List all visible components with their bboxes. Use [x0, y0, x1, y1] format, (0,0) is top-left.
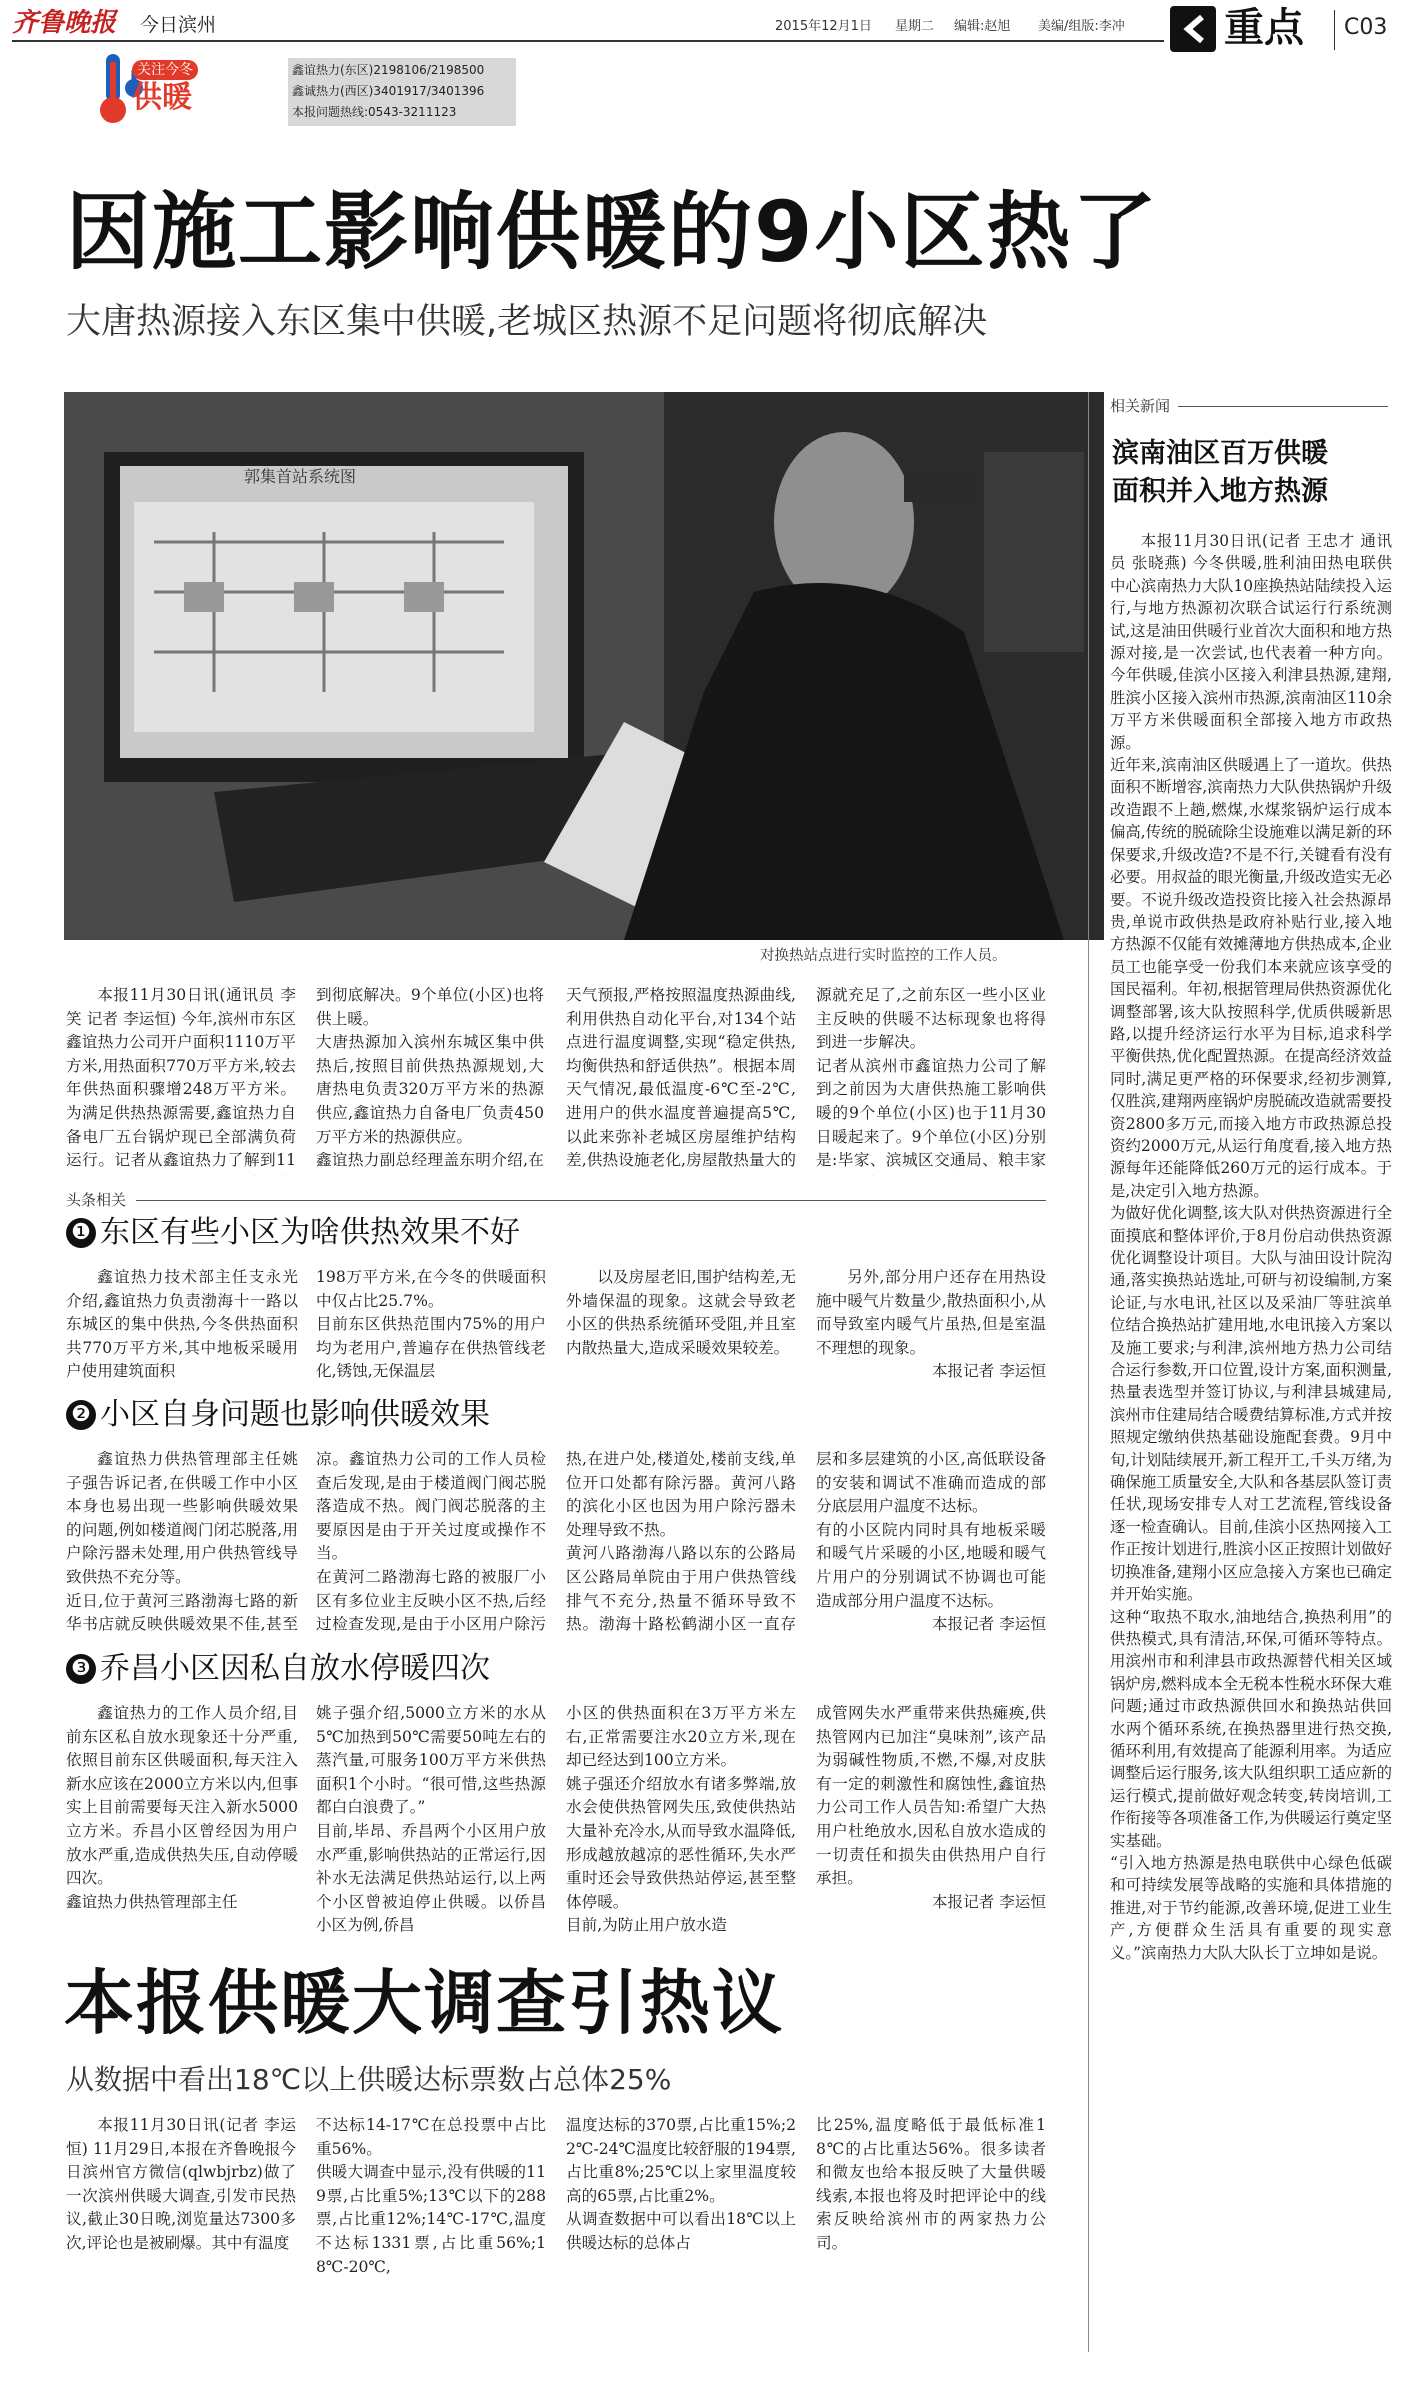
page-editor: 编辑:赵旭	[954, 19, 1011, 34]
hotline-row	[292, 102, 456, 123]
subsection-number: ❸	[66, 1654, 96, 1684]
main-story-text: 天气预报,严格按照温度热源曲线,利用供热自动化平台,对134个站点进行温度调整,实现“稳定供热,均衡供热和舒适供热”。根据本周天气情况,最低温度-6℃至-2℃,进用户的供水温度普遍提高5℃,以此来弥补老城区房屋维护结构差,供热设施老化,房屋散热量大的	[566, 986, 796, 1170]
hotline-box	[288, 58, 516, 126]
subsection-title: 小区自身问题也影响供暖效果	[100, 1397, 490, 1432]
subsection-number: ❶	[66, 1218, 96, 1248]
subsection-text: 198万平方米,在今冬的供暖面积中仅占比25.7%。 目前东区供热范围内75%的用户均为老用户,普遍存在供热管线老化,锈蚀,无保温层	[316, 1268, 546, 1381]
paper-logo: 齐鲁晚报	[12, 8, 117, 38]
sidebar-text: 本报11月30日讯(记者 王忠才 通讯员 张晓燕) 今冬供暖,胜利油田热电联供中心滨南热力大队10座换热站陆续投入运行,与地方热源初次联合试运行行系统测试,这是油田供暖行业首次大面积和地方热源对接,是一次尝试,也代表着一种方向。今年供暖,佳滨小区接入利津县热源,建翔,胜滨小区接入滨州市热源,滨南油区110余万平方米供暖面积全部接入地方市政热源。 近年来,滨南油区供暖遇上了一道坎。供热面积不断增容,滨南热力大队供热锅炉升级改造跟不上趟,燃煤,水煤浆锅炉运行成本偏高,传统的脱硫除尘设施难以满足新的环保要求,升级改造?不是不行,关键看有没有必要。用叔益的眼光衡量,升级改造实无必要。不说升级改造投资比接入社会热源昂贵,单说市政供热是政府补贴行业,接入地方热源不仅能有效摊薄地方供热成本,企业员工也能享受一份我们本来就应该享受的国民福利。年初,根据管理局供热资源优化调整部署,该大队按照科学,优质供暖新思路,以提升经济运行水平为目标,追求科学平衡供热,优化配置热源。在提高经济效益同时,满足更严格的环保要求,经初步测算,仅胜滨,建翔两座锅炉房脱硫改造就需要投资2800多万元,而接入地方市政热源总投资约2000万元,从运行角度看,接入地方热源每年还能降低260万元的运行成本。于是,决定引入地方热源。 为做好优化调整,该大队对供热资源进行全面摸底和整体评价,于8月份启动供热资源优化调整设计项目。大队与油田设计院沟通,落实换热站选址,可研与初设编制,方案论证,与水电讯,社区以及采油厂等驻滨单位结合换热站扩建用地,水电讯接入方案以及施工要求;与利津,滨州地方热力公司结合运行参数,开口位置,设计方案,面积测量,热量表选型并签订协议,与利津县城建局,滨州市住建局结合暖费结算标准,方式并按照规定缴纳供热基础设施配套费。9月中旬,计划陆续展开,新工程开工,千头万绪,为确保施工质量安全,大队和各基层队签订责任状,现场安排专人对工艺流程,管线设备逐一检查确认。目前,佳滨小区热网接入工作正按计划进行,胜滨小区正按照计划做好切换准备,建翔小区应急接入方案也已确定并开始实施。 这种“取热不取水,油地结合,换热利用”的供热模式,具有清洁,环保,可循环等特点。用滨州市和利津县市政热源替代相关区域锅炉房,燃料成本全无税本性税水环保大难问题;通过市政热源供回水和换热站供回水两个循环系统,在换热器里进行热交换,循环利用,有效提高了能源利用率。为适应调整后运行服务,该大队组织职工适应新的运行模式,提前做好观念转变,转岗培训,工作衔接等各项准备工作,为供暖运行奠定坚实基础。 “引入地方热源是热电联供中心绿色低碳和可持续发展等战略的实施和具体措施的推进,对于节约能源,改善环境,促进工业生产,方便群众生活具有重要的现实意义。”滨南热力大队大队长丁立坤如是说。	[1110, 532, 1392, 1962]
sidebar-headline-line-1: 滨南油区百万供暖	[1112, 438, 1328, 469]
byline: 本报记者 李运恒	[931, 1362, 1046, 1381]
subsection-text: 热,在进户处,楼道处,楼前支线,单位开口处都有除污器。黄河八路的滨化小区也因为用户除污器未处理导致不热。 黄河八路渤海八路以东的公路局区公路局单院由于用户供热管线排气不充分,热量不循环导致不热。渤海十路松鹤湖小区一直存	[566, 1450, 796, 1634]
survey-col-2	[316, 2114, 546, 2354]
subsection-title: 乔昌小区因私自放水停暖四次	[100, 1651, 490, 1686]
subsection-number: ❷	[66, 1400, 96, 1430]
subsection-text: 姚子强介绍,5000立方米的水从5℃加热到50℃需要50吨左右的蒸汽量,可服务100万平方米供热面积1个小时。“很可惜,这些热源都白白浪费了。” 目前,毕昂、乔昌两个小区用户放水严重,影响供热站的正常运行,因补水无法满足供热站运行,以上两个小区曾被迫停止供暖。以侨昌小区为例,侨昌	[316, 1704, 546, 1935]
subsection-2-heading	[66, 1398, 490, 1432]
masthead-divider	[1334, 10, 1335, 50]
masthead-rule	[12, 40, 1164, 42]
chevron-left-icon	[1180, 14, 1206, 44]
survey-col-1	[66, 2114, 296, 2354]
subsection-3-col-2	[316, 1702, 546, 1938]
hotline-name: 鑫诚热力(西区)	[292, 84, 374, 98]
section-title: 重点	[1224, 5, 1304, 51]
main-story-col-1	[66, 984, 296, 1176]
issue-date: 2015年12月1日	[775, 19, 872, 34]
main-story-col-3	[566, 984, 796, 1176]
byline: 本报记者 李运恒	[931, 1615, 1046, 1634]
subsection-1-col-3	[566, 1266, 796, 1384]
subsection-1-col-4	[816, 1266, 1046, 1384]
hotline-name: 鑫谊热力(东区)	[292, 63, 374, 77]
hotline-row	[292, 81, 484, 102]
edition-name: 今日滨州	[140, 14, 217, 36]
main-story-col-4	[816, 984, 1046, 1176]
subsection-3-heading	[66, 1652, 490, 1686]
subsection-text: 凉。鑫谊热力公司的工作人员检查后发现,是由于楼道阀门阀芯脱落造成不热。阀门阀芯脱落的主要原因是由于开关过度或操作不当。 在黄河二路渤海七路的被服厂小区有多位业主反映小区不热,后经过检查发现,是由于小区用户除污	[316, 1450, 546, 1634]
survey-col-4	[816, 2114, 1046, 2354]
issue-weekday: 星期二	[895, 19, 935, 34]
photo-screen-title: 郭集首站系统图	[244, 467, 357, 486]
survey-text: 比25%,温度略低于最低标准18℃的占比重达56%。很多读者和微友也给本报反映了大量供暖线索,本报也将及时把评论中的线索反映给滨州市的两家热力公司。	[816, 2116, 1046, 2252]
survey-headline: 本报供暖大调查引热议	[64, 1962, 784, 2044]
subsection-2-col-3	[566, 1448, 796, 1638]
sidebar-headline-line-2: 面积并入地方热源	[1112, 476, 1328, 507]
main-story-text: 本报11月30日讯(通讯员 李笑 记者 李运恒) 今年,滨州市东区鑫谊热力公司开户面积1110万平方米,用热面积770万平方米,较去年供热面积骤增248万平方米。为满足供热热源需要,鑫谊热力自备电厂五台锅炉现已全部满负荷运行。记者从鑫谊热力了解到11	[66, 986, 296, 1170]
sidebar-body	[1110, 530, 1392, 2356]
hotline-phone: 0543-3211123	[368, 105, 457, 119]
subsection-1-col-2	[316, 1266, 546, 1384]
main-story-text: 到彻底解决。9个单位(小区)也将供上暖。 大唐热源加入滨州东城区集中供热后,按照目前供热热源规划,大唐热电负责320万平方米的热源供应,鑫谊热力自备电厂负责450万平方米的热源供应。 鑫谊热力副总经理盖东明介绍,在	[316, 986, 544, 1170]
subsection-text: 以及房屋老旧,围护结构差,无外墙保温的现象。这就会导致老小区的供热系统循环受阻,并且室内散热量大,造成采暖效果较差。	[566, 1268, 796, 1357]
byline: 本报记者 李运恒	[931, 1892, 1046, 1911]
page-art-editor: 美编/组版:李冲	[1038, 19, 1125, 34]
hotline-phone: 2198106/2198500	[373, 63, 485, 77]
subsection-2-col-1	[66, 1448, 298, 1638]
hotline-name: 本报问题热线:	[292, 105, 369, 119]
subsection-3-col-1	[66, 1702, 298, 1938]
subsection-text: 鑫谊热力的工作人员介绍,目前东区私自放水现象还十分严重,依照目前东区供暖面积,每天注入新水应该在2000立方米以内,但事实上目前需要每天注入新水5000立方米。乔昌小区曾经因为用户放水严重,造成供热失压,自动停暖四次。 鑫谊热力供热管理部主任	[66, 1704, 298, 1911]
sidebar-divider	[1088, 392, 1089, 2352]
hotline-phone: 3401917/3401396	[373, 84, 485, 98]
survey-text: 不达标14-17℃在总投票中占比重56%。 供暖大调查中显示,没有供暖的119票,占比重5%;13℃以下的288票,占比重12%;14℃-17℃,温度不达标1331票,占比重56%;18℃-20℃,	[316, 2116, 546, 2276]
subsection-2-col-4	[816, 1448, 1046, 1638]
photo-caption: 对换热站点进行实时监控的工作人员。	[760, 948, 1007, 964]
main-story-col-2	[316, 984, 544, 1176]
survey-subheadline: 从数据中看出18℃以上供暖达标票数占总体25%	[66, 2063, 672, 2096]
related-tag: 头条相关	[66, 1186, 136, 1214]
subsection-text: 另外,部分用户还存在用热设施中暖气片数量少,散热面积小,从而导致室内暖气片虽热,但是室温不理想的现象。	[816, 1268, 1046, 1357]
heating-badge-main: 供暖	[132, 80, 192, 115]
survey-col-3	[566, 2114, 796, 2354]
main-headline: 因施工影响供暖的9小区热了	[66, 183, 1159, 281]
subsection-text: 鑫谊热力技术部主任支永光介绍,鑫谊热力负责渤海十一路以东城区的集中供热,今冬供热面积共770万平方米,其中地板采暖用户使用建筑面积	[66, 1268, 298, 1381]
main-story-text: 源就充足了,之前东区一些小区业主反映的供暖不达标现象也将得到进一步解决。 记者从滨州市鑫谊热力公司了解到之前因为大唐供热施工影响供暖的9个单位(小区)也于11月30日暖起来了。9个单位(小区)分别是:毕家、滨城区交通局、粮丰家	[816, 986, 1046, 1170]
subsection-text: 小区的供热面积在3万平方米左右,正常需要注水20立方米,现在却已经达到100立方米。 姚子强还介绍放水有诸多弊端,放水会使供热管网失压,致使供热站大量补充冷水,从而导致水温降低,形成越放越凉的恶性循环,失水严重时还会导致供热站停运,甚至整体停暖。 目前,为防止用户放水造	[566, 1704, 796, 1935]
subsection-3-col-3	[566, 1702, 796, 1938]
subsection-1-col-1	[66, 1266, 298, 1384]
survey-text: 本报11月30日讯(记者 李运恒) 11月29日,本报在齐鲁晚报今日滨州官方微信(qlwbjrbz)做了一次滨州供暖大调查,引发市民热议,截止30日晚,浏览量达7300多次,评论也是被刷爆。其中有温度	[66, 2116, 296, 2252]
subsection-3-col-4	[816, 1702, 1046, 1938]
news-photo	[64, 392, 1104, 940]
survey-text: 温度达标的370票,占比重15%;22℃-24℃温度比较舒服的194票,占比重8%;25℃以上家里温度较高的65票,占比重2%。 从调查数据中可以看出18℃以上供暖达标的总体占	[566, 2116, 796, 2252]
hotline-row	[292, 60, 484, 81]
related-rule	[66, 1200, 1046, 1201]
sidebar-tag: 相关新闻	[1110, 393, 1178, 419]
subsection-1-heading	[66, 1216, 520, 1250]
heating-badge-top: 关注今冬	[132, 60, 198, 80]
page-number: C03	[1344, 15, 1388, 40]
subsection-2-col-2	[316, 1448, 546, 1638]
subsection-text: 成管网失水严重带来供热瘫痪,供热管网内已加注“臭味剂”,该产品为弱碱性物质,不燃,不爆,对皮肤有一定的刺激性和腐蚀性,鑫谊热力公司工作人员告知:希望广大热用户杜绝放水,因私自放水造成的一切责任和损失由供热用户自行承担。	[816, 1704, 1046, 1888]
main-subheadline: 大唐热源接入东区集中供暖,老城区热源不足问题将彻底解决	[66, 302, 988, 342]
subsection-title: 东区有些小区为啥供热效果不好	[100, 1215, 520, 1250]
subsection-text: 鑫谊热力供热管理部主任姚子强告诉记者,在供暖工作中小区本身也易出现一些影响供暖效果的问题,例如楼道阀门闭芯脱落,用户除污器未处理,用户供热管线导致供热不充分等。 近日,位于黄河三路渤海七路的新华书店就反映供暖效果不佳,甚至	[66, 1450, 298, 1634]
subsection-text: 层和多层建筑的小区,高低联设备的安装和调试不准确而造成的部分底层用户温度不达标。 有的小区院内同时具有地板采暖和暖气片采暖的小区,地暖和暖气片用户的分别调试不协调也可能造成部分用户温度不达标。	[816, 1450, 1046, 1610]
